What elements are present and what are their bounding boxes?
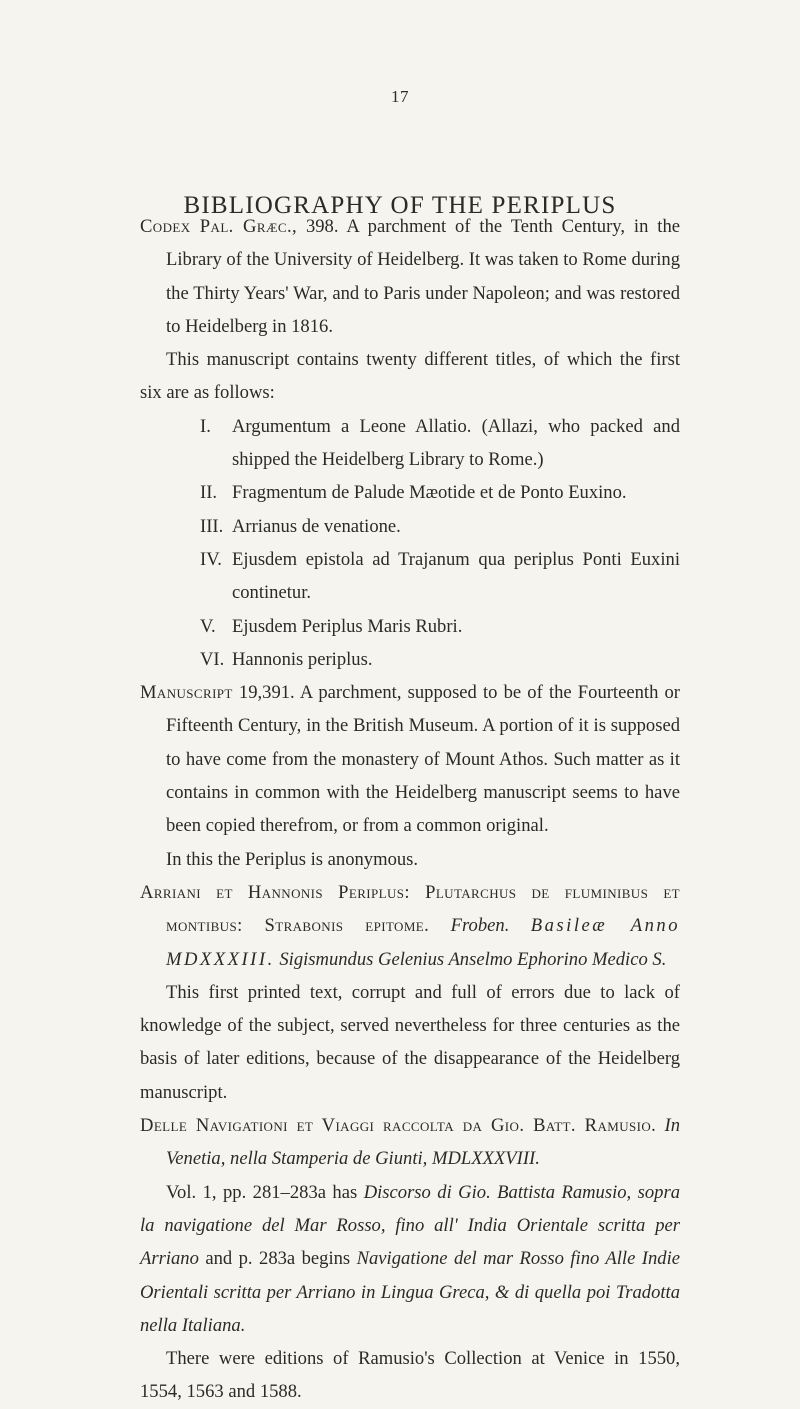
list-item xyxy=(140,476,680,509)
list-number: IV. xyxy=(200,548,222,570)
paragraph: There were editions of Ramusio's Collection at Venice in 1550, 1554, 1563 and 1588. xyxy=(140,1348,680,1403)
list-number: II. xyxy=(200,482,218,504)
title-list xyxy=(140,410,680,676)
paragraph: This manuscript contains twenty different titles, of which the first six are as follows: xyxy=(140,349,680,404)
page-title: BIBLIOGRAPHY OF THE PERIPLUS xyxy=(183,191,617,219)
entry-arriani xyxy=(140,876,680,976)
list-text: Arrianus de venatione. xyxy=(232,515,401,537)
entry-ramusio xyxy=(140,1109,680,1176)
imprint-printer: Froben. xyxy=(450,915,510,937)
bibliography-body xyxy=(140,210,680,1409)
page-number: 17 xyxy=(391,87,409,106)
list-number: VI. xyxy=(200,648,225,670)
text: Vol. 1, pp. 281–283a has xyxy=(166,1181,358,1203)
list-text: Hannonis periplus. xyxy=(232,648,373,670)
entry-heading: Codex Pal. Græc., xyxy=(140,216,298,237)
list-number: I. xyxy=(200,415,211,437)
list-text: Fragmentum de Palude Mæotide et de Ponto Euxino. xyxy=(232,482,627,504)
list-item xyxy=(140,610,680,643)
list-number: III. xyxy=(200,515,224,537)
list-item xyxy=(140,543,680,610)
imprint: In Venetia, nella Stamperia de Giunti, MDLXXXVIII. xyxy=(166,1115,680,1170)
entry-heading: Arriani et Hannonis Periplus: Plutarchus de fluminibus et montibus: Strabonis epitome. xyxy=(140,881,680,937)
list-item xyxy=(140,510,680,543)
italic-title: Discorso di Gio. Battista Ramusio, sopra la navigatione del Mar Rosso, fino all' India Orientale scritta per Arriano xyxy=(140,1181,680,1270)
list-item xyxy=(140,410,680,477)
paragraph-ramusio-contents xyxy=(140,1176,680,1342)
italic-title: Navigatione del mar Rosso fino Alle Indie Orientali scritta per Arriano in Lingua Greca, & di quella poi Tradotta nella Italiana. xyxy=(140,1248,680,1336)
paragraph: In this the Periplus is anonymous. xyxy=(166,848,419,870)
entry-manuscript xyxy=(140,676,680,842)
list-text: Ejusdem epistola ad Trajanum qua periplus Ponti Euxini continetur. xyxy=(232,548,680,604)
list-item xyxy=(140,643,680,676)
list-text: Argumentum a Leone Allatio. (Allazi, who packed and shipped the Heidelberg Library to Rome.) xyxy=(232,415,680,471)
list-text: Ejusdem Periplus Maris Rubri. xyxy=(232,615,463,637)
imprint-editor: Sigismundus Gelenius Anselmo Ephorino Medico S. xyxy=(279,948,667,970)
entry-text: 398. A parchment of the Tenth Century, in the Library of the University of Heidelberg. It was taken to Rome during the Thirty Years' War, and to Paris under Napoleon; and was restored to Heidelberg in 1816. xyxy=(166,216,680,337)
entry-text: 19,391. A parchment, supposed to be of the Fourteenth or Fifteenth Century, in the British Museum. A portion of it is supposed to have come from the monastery of Mount Athos. Such matter as it contains in common with the Heidelberg manuscript seems to have been copied therefrom, or from a common original. xyxy=(166,682,680,837)
entry-codex xyxy=(140,210,680,343)
paragraph: This first printed text, corrupt and full of errors due to lack of knowledge of the subject, served nevertheless for three centuries as the basis of later editions, because of the disappearance of the Heidelberg manuscript. xyxy=(140,981,680,1103)
text: and p. 283a begins xyxy=(205,1248,351,1270)
entry-heading: Manuscript xyxy=(140,682,233,704)
list-number: V. xyxy=(200,615,216,637)
imprint-place-date: Basileæ Anno MDXXXIII. xyxy=(166,915,680,970)
entry-heading: Delle Navigationi et Viaggi raccolta da Gio. Batt. Ramusio. xyxy=(140,1115,657,1137)
